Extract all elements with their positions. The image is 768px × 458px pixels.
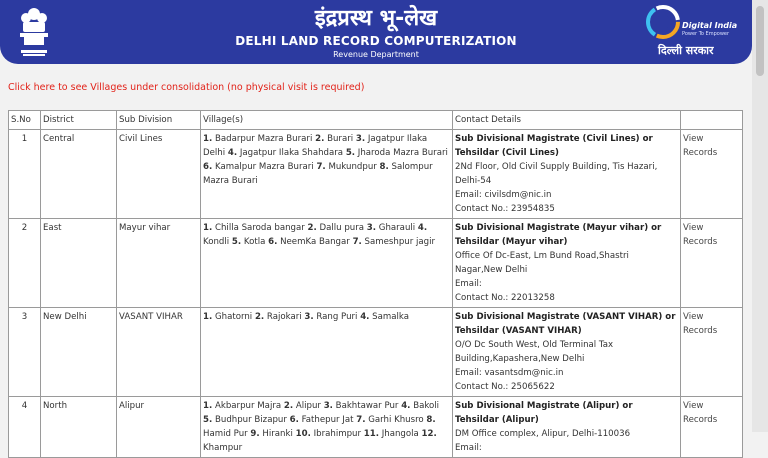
village-number: 4. xyxy=(227,148,238,158)
village-name: Khampur xyxy=(203,443,243,453)
site-header xyxy=(0,0,752,64)
row-district: North xyxy=(41,397,117,458)
village-number: 1. xyxy=(203,223,213,233)
village-name: NeemKa Bangar xyxy=(280,237,350,247)
site-title: DELHI LAND RECORD COMPUTERIZATION xyxy=(235,34,517,48)
row-district: New Delhi xyxy=(41,308,117,397)
village-number: 7. xyxy=(356,415,366,425)
village-name: Budhpur Bizapur xyxy=(214,415,287,425)
village-name: Akbarpur Majra xyxy=(214,401,282,411)
column-header-action xyxy=(681,111,743,130)
row-action xyxy=(681,219,743,308)
contact-number: Contact No.: 23954835 xyxy=(455,204,555,214)
village-name: Badarpur Mazra Burari xyxy=(214,134,313,144)
column-header-subdivision: Sub Division xyxy=(117,111,201,130)
table-row xyxy=(9,130,743,219)
contact-number: Contact No.: 25065622 xyxy=(455,382,555,392)
vertical-scrollbar[interactable] xyxy=(752,0,768,432)
village-name: Salompur Mazra Burari xyxy=(203,162,433,186)
table-row xyxy=(9,219,743,308)
table-header-row xyxy=(9,111,743,130)
village-number: 5. xyxy=(345,148,356,158)
village-number: 4. xyxy=(417,223,428,233)
column-header-sno: S.No xyxy=(9,111,41,130)
row-sno: 3 xyxy=(9,308,41,397)
consolidation-villages-link[interactable]: Click here to see Villages under consolidation (no physical visit is required) xyxy=(8,82,365,93)
village-number: 1. xyxy=(203,401,213,411)
contact-address: 2Nd Floor, Old Civil Supply Building, Tis Hazari, Delhi-54 xyxy=(455,162,658,186)
village-name: Alipur xyxy=(295,401,321,411)
village-name: Hiranki xyxy=(262,429,293,439)
row-contact-details xyxy=(453,397,681,458)
row-district: East xyxy=(41,219,117,308)
contact-email: Email: vasantsdm@nic.in xyxy=(455,368,564,378)
village-name: Ibrahimpur xyxy=(313,429,362,439)
village-number: 5. xyxy=(231,237,242,247)
row-district: Central xyxy=(41,130,117,219)
view-records-link[interactable]: View Records xyxy=(683,401,718,425)
village-number: 7. xyxy=(352,237,362,247)
village-name: Samalka xyxy=(372,312,410,322)
village-number: 3. xyxy=(323,401,333,411)
village-name: Fathepur Jat xyxy=(301,415,354,425)
village-name: Burari xyxy=(327,134,354,144)
row-contact-details xyxy=(453,130,681,219)
digital-india-tagline: Power To Empower xyxy=(682,31,730,37)
row-sno: 2 xyxy=(9,219,41,308)
view-records-link[interactable]: View Records xyxy=(683,134,718,158)
contact-title: Sub Divisional Magistrate (Mayur vihar) or Tehsildar (Mayur vihar) xyxy=(455,223,662,247)
digital-india-text: Digital India xyxy=(682,21,738,30)
village-number: 3. xyxy=(304,312,314,322)
village-name: Jhangola xyxy=(381,429,419,439)
village-number: 3. xyxy=(366,223,377,233)
village-number: 6. xyxy=(203,162,213,172)
contact-address: Office Of Dc-East, Lm Bund Road,Shastri Nagar,New Delhi xyxy=(455,251,629,275)
contact-email: Email: xyxy=(455,443,482,453)
row-villages xyxy=(201,308,453,397)
row-villages xyxy=(201,219,453,308)
village-number: 8. xyxy=(426,415,436,425)
village-name: Rang Puri xyxy=(316,312,358,322)
column-header-villages: Village(s) xyxy=(201,111,453,130)
row-contact-details xyxy=(453,308,681,397)
contact-title: Sub Divisional Magistrate (Civil Lines) or Tehsildar (Civil Lines) xyxy=(455,134,653,158)
row-subdivision: Civil Lines xyxy=(117,130,201,219)
scrollbar-thumb[interactable] xyxy=(756,6,764,76)
department-name: Revenue Department xyxy=(333,50,419,59)
village-name: Rajokari xyxy=(266,312,302,322)
village-name: Mukundpur xyxy=(328,162,377,172)
contact-email: Email: xyxy=(455,279,482,289)
contact-address: O/O Dc South West, Old Terminal Tax Building,Kapashera,New Delhi xyxy=(455,340,614,364)
village-name: Sameshpur jagir xyxy=(364,237,436,247)
contact-title: Sub Divisional Magistrate (Alipur) or Tehsildar (Alipur) xyxy=(455,401,633,425)
row-action xyxy=(681,397,743,458)
village-name: Gharauli xyxy=(378,223,416,233)
village-number: 5. xyxy=(203,415,213,425)
row-action xyxy=(681,130,743,219)
village-number: 6. xyxy=(268,237,278,247)
village-name: Hamid Pur xyxy=(203,429,248,439)
village-name: Garhi Khusro xyxy=(368,415,424,425)
village-name: Dallu pura xyxy=(319,223,365,233)
contact-number: Contact No.: 22013258 xyxy=(455,293,555,303)
village-name: Kotla xyxy=(243,237,266,247)
view-records-link[interactable]: View Records xyxy=(683,223,718,247)
village-name: Ghatorni xyxy=(214,312,253,322)
village-number: 2. xyxy=(254,312,265,322)
village-number: 7. xyxy=(316,162,326,172)
village-number: 11. xyxy=(363,429,379,439)
village-number: 1. xyxy=(203,312,213,322)
view-records-link[interactable]: View Records xyxy=(683,312,718,336)
village-name: Bakhtawar Pur xyxy=(335,401,399,411)
village-name: Bakoli xyxy=(413,401,440,411)
land-records-table xyxy=(8,110,743,458)
village-name: Jagatpur Ilaka Delhi xyxy=(203,134,428,158)
village-number: 4. xyxy=(401,401,411,411)
table-row xyxy=(9,308,743,397)
village-name: Chilla Saroda bangar xyxy=(214,223,305,233)
village-name: Kamalpur Mazra Burari xyxy=(214,162,314,172)
row-action xyxy=(681,308,743,397)
delhi-sarkar-text: दिल्ली सरकार xyxy=(658,44,714,57)
row-contact-details xyxy=(453,219,681,308)
village-number: 2. xyxy=(307,223,317,233)
village-number: 8. xyxy=(379,162,389,172)
village-name: Kondli xyxy=(203,237,230,247)
village-number: 10. xyxy=(295,429,311,439)
hindi-site-title: इंद्रप्रस्थ भू-लेख xyxy=(314,6,438,31)
row-villages xyxy=(201,130,453,219)
row-villages xyxy=(201,397,453,458)
village-number: 1. xyxy=(203,134,213,144)
contact-title: Sub Divisional Magistrate (VASANT VIHAR) or Tehsildar (VASANT VIHAR) xyxy=(455,312,676,336)
village-name: Jharoda Mazra Burari xyxy=(357,148,448,158)
village-number: 9. xyxy=(250,429,260,439)
digital-india-logo xyxy=(646,5,746,59)
contact-email: Email: civilsdm@nic.in xyxy=(455,190,552,200)
village-number: 2. xyxy=(315,134,325,144)
contact-address: DM Office complex, Alipur, Delhi-110036 xyxy=(455,429,631,439)
village-number: 3. xyxy=(355,134,366,144)
village-number: 4. xyxy=(360,312,370,322)
row-sno: 1 xyxy=(9,130,41,219)
digital-india-swirl-icon xyxy=(646,5,680,39)
village-number: 6. xyxy=(289,415,299,425)
table-row xyxy=(9,397,743,458)
row-subdivision: Alipur xyxy=(117,397,201,458)
row-sno: 4 xyxy=(9,397,41,458)
row-subdivision: VASANT VIHAR xyxy=(117,308,201,397)
row-subdivision: Mayur vihar xyxy=(117,219,201,308)
column-header-district: District xyxy=(41,111,117,130)
column-header-contact: Contact Details xyxy=(453,111,681,130)
village-name: Jagatpur Ilaka Shahdara xyxy=(239,148,344,158)
village-number: 12. xyxy=(421,429,437,439)
village-number: 2. xyxy=(283,401,294,411)
